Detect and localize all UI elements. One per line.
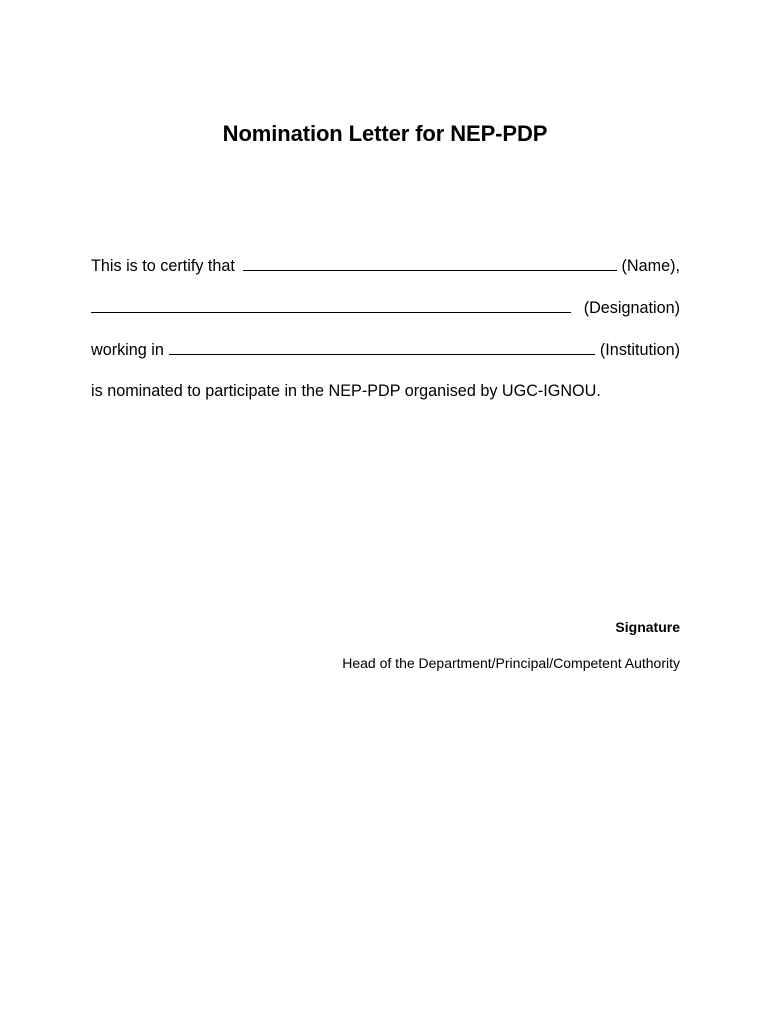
nomination-statement — [91, 381, 680, 401]
certify-name-line — [91, 256, 680, 276]
institution-line — [91, 340, 680, 360]
working-in-prefix: working in — [91, 341, 164, 359]
designation-suffix: (Designation) — [583, 299, 680, 317]
institution-suffix: (Institution) — [599, 341, 680, 359]
institution-blank[interactable] — [169, 340, 595, 355]
page-title: Nomination Letter for NEP-PDP — [222, 121, 548, 146]
name-blank[interactable] — [243, 256, 617, 271]
name-suffix: (Name), — [621, 257, 680, 275]
authority-label: Head of the Department/Principal/Competent Authority — [342, 655, 680, 671]
designation-line — [91, 298, 680, 318]
nomination-text: is nominated to participate in the NEP-PDP organised by UGC-IGNOU. — [91, 382, 601, 400]
signature-label: Signature — [615, 619, 680, 635]
designation-blank[interactable] — [91, 298, 571, 313]
certify-prefix: This is to certify that — [91, 257, 235, 275]
